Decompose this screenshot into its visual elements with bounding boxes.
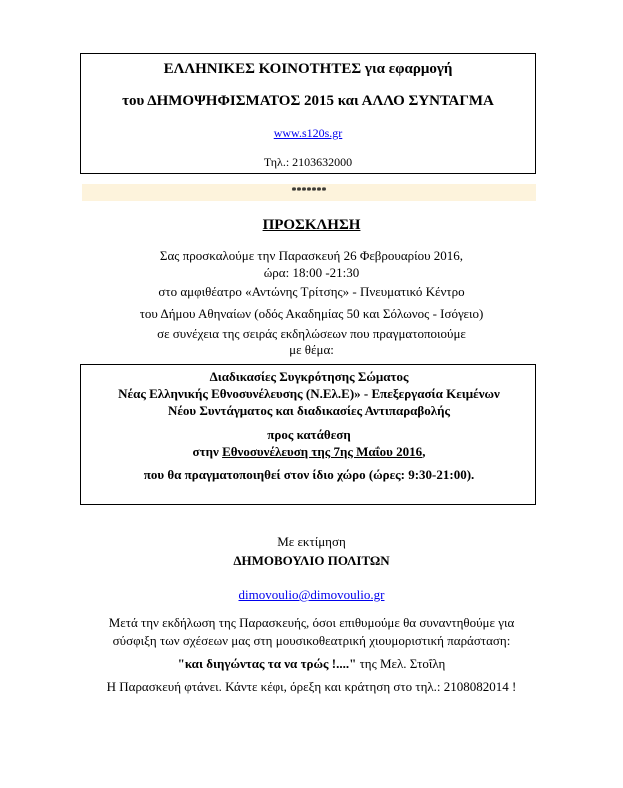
header-phone: Τηλ.: 2103632000 (263, 155, 353, 169)
invitation-line-5: σε συνέχεια της σειράς εκδηλώσεων που πραγματοποιούμε (157, 326, 466, 341)
topic-line-5-prefix: στην (192, 444, 223, 459)
separator: ******* (82, 184, 536, 201)
after-event-line-3 (0, 656, 623, 672)
page-title: ΠΡΟΣΚΛΗΣΗ (262, 217, 361, 233)
topic-line-3: Νέου Συντάγματος και διαδικασίες Αντιπαραβολής (167, 403, 451, 418)
invitation-line-4: του Δήμου Αθηναίων (οδός Ακαδημίας 50 και Σόλωνος - Ισόγειο) (139, 306, 484, 321)
after-event-line-2: σύσφιξη των σχέσεων μας στη μουσικοθεατρική χιουμοριστική παράσταση: (112, 633, 511, 648)
email-link[interactable]: dimovoulio@dimovoulio.gr (238, 587, 385, 602)
topic-box (80, 364, 536, 505)
topic-line-4: προς κατάθεση (267, 427, 351, 442)
play-author: της Μελ. Στοΐλη (356, 656, 446, 671)
closing-signature: ΔΗΜΟΒΟΥΛΙΟ ΠΟΛΙΤΩΝ (233, 553, 390, 568)
header-title-line-1: ΕΛΛΗΝΙΚΕΣ ΚΟΙΝΟΤΗΤΕΣ για εφαρμογή (163, 61, 453, 77)
closing-regards: Με εκτίμηση (277, 534, 346, 549)
header-box (80, 53, 536, 174)
after-event-line-1: Μετά την εκδήλωση της Παρασκευής, όσοι επιθυμούμε θα συναντηθούμε για (108, 615, 515, 630)
header-title-line-2: του ΔΗΜΟΨΗΦΙΣΜΑΤΟΣ 2015 και ΑΛΛΟ ΣΥΝΤΑΓΜΑ (122, 93, 494, 109)
topic-line-1: Διαδικασίες Συγκρότησης Σώματος (209, 369, 409, 384)
play-title: "και διηγώντας τα να τρώς !...." (177, 656, 357, 671)
invitation-line-2: ώρα: 18:00 -21:30 (263, 265, 360, 280)
invitation-line-6: με θέμα: (289, 342, 334, 357)
invitation-line-3: στο αμφιθέατρο «Αντώνης Τρίτσης» - Πνευματικό Κέντρο (158, 284, 465, 299)
topic-line-6: που θα πραγματοποιηθεί στον ίδιο χώρο (ώρες: 9:30-21:00). (143, 467, 475, 482)
topic-line-5-suffix: , (422, 444, 426, 459)
invitation-line-1: Σας προσκαλούμε την Παρασκευή 26 Φεβρουαρίου 2016, (159, 248, 464, 263)
topic-line-5-date: Εθνοσυνέλευση της 7ης Μαΐου 2016 (222, 444, 423, 459)
topic-line-5 (81, 444, 537, 460)
topic-line-2: Νέας Ελληνικής Εθνοσυνέλευσης (Ν.Ελ.Ε)» - Επεξεργασία Κειμένων (118, 386, 500, 401)
after-event-line-4: Η Παρασκευή φτάνει. Κάντε κέφι, όρεξη και κράτηση στο τηλ.: 2108082014 ! (106, 679, 517, 694)
website-link[interactable]: www.s120s.gr (273, 126, 343, 140)
